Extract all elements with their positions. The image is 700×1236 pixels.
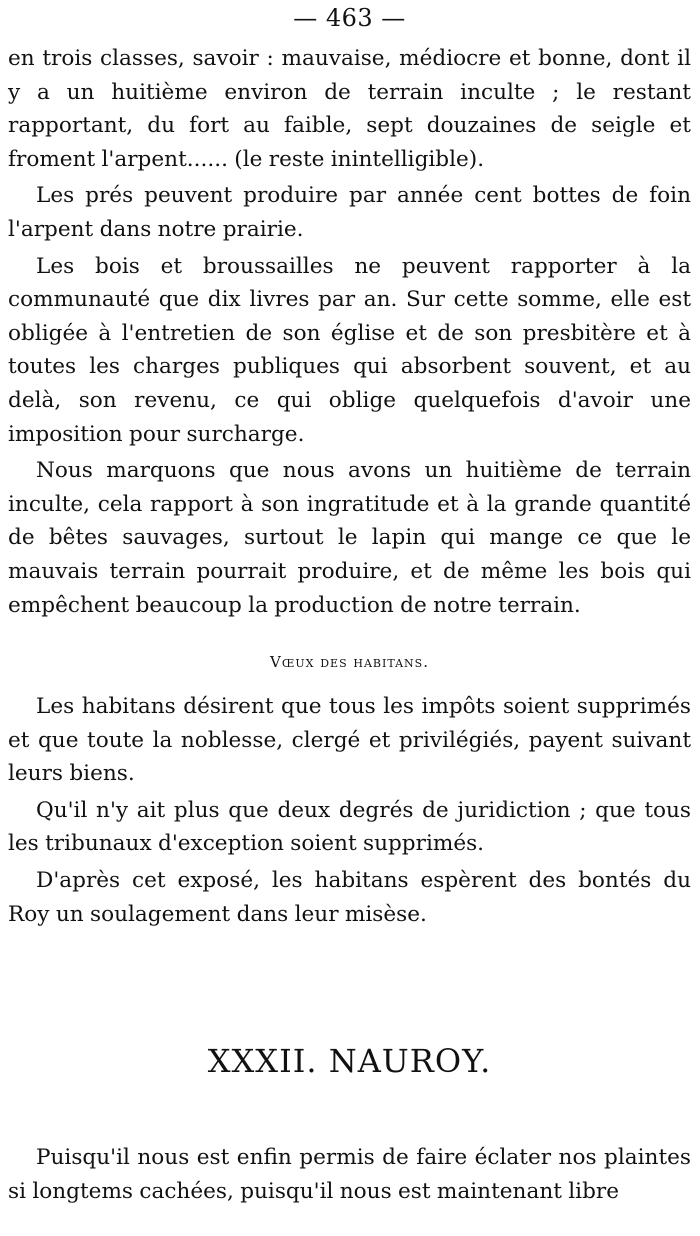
- paragraph: en trois classes, savoir : mauvaise, médiocre et bonne, dont il y a un huitième environ de terrain inculte ; le restant rapportant, du fort au faible, sept douzaines de seigle et froment l'arpent...... (le reste inintelligible).: [8, 46, 691, 172]
- paragraph: Nous marquons que nous avons un huitième de terrain inculte, cela rapport à son ingratitude et à la grande quantité de bêtes sauvages, surtout le lapin qui mange ce que le mauvais terrain pourrait produire, et de même les bois qui empêchent beaucoup la production de notre terrain.: [8, 458, 691, 618]
- paragraph: Les prés peuvent produire par année cent bottes de foin l'arpent dans notre prairie.: [8, 183, 691, 242]
- paragraph: Les bois et broussailles ne peuvent rapporter à la communauté que dix livres par an. Sur cette somme, elle est obligée à l'entretien de son église et de son presbitère et à toutes les charges publiques qui absorbent souvent, et au delà, son revenu, ce qui oblige quelquefois d'avoir une imposition pour surcharge.: [8, 253, 691, 447]
- chapter-title: XXXII. NAUROY.: [207, 1042, 492, 1081]
- body-middle: [8, 690, 691, 931]
- paragraph: Puisqu'il nous est enfin permis de faire éclater nos plaintes si longtems cachées, puisqu'il nous est maintenant libre: [8, 1145, 691, 1204]
- paragraph: Les habitans désirent que tous les impôts soient supprimés et que toute la noblesse, clergé et privilégiés, payent suivant leurs biens.: [8, 694, 691, 787]
- body-top: [8, 42, 691, 622]
- paragraph: D'après cet exposé, les habitans espèrent des bontés du Roy un soulagement dans leur misèse.: [8, 868, 691, 927]
- paragraph: Qu'il n'y ait plus que deux degrés de juridiction ; que tous les tribunaux d'exception soient supprimés.: [8, 797, 691, 857]
- section-heading: Vœux des habitans.: [270, 653, 429, 672]
- body-bottom: [8, 1141, 691, 1208]
- page-number: — 463 —: [293, 4, 406, 32]
